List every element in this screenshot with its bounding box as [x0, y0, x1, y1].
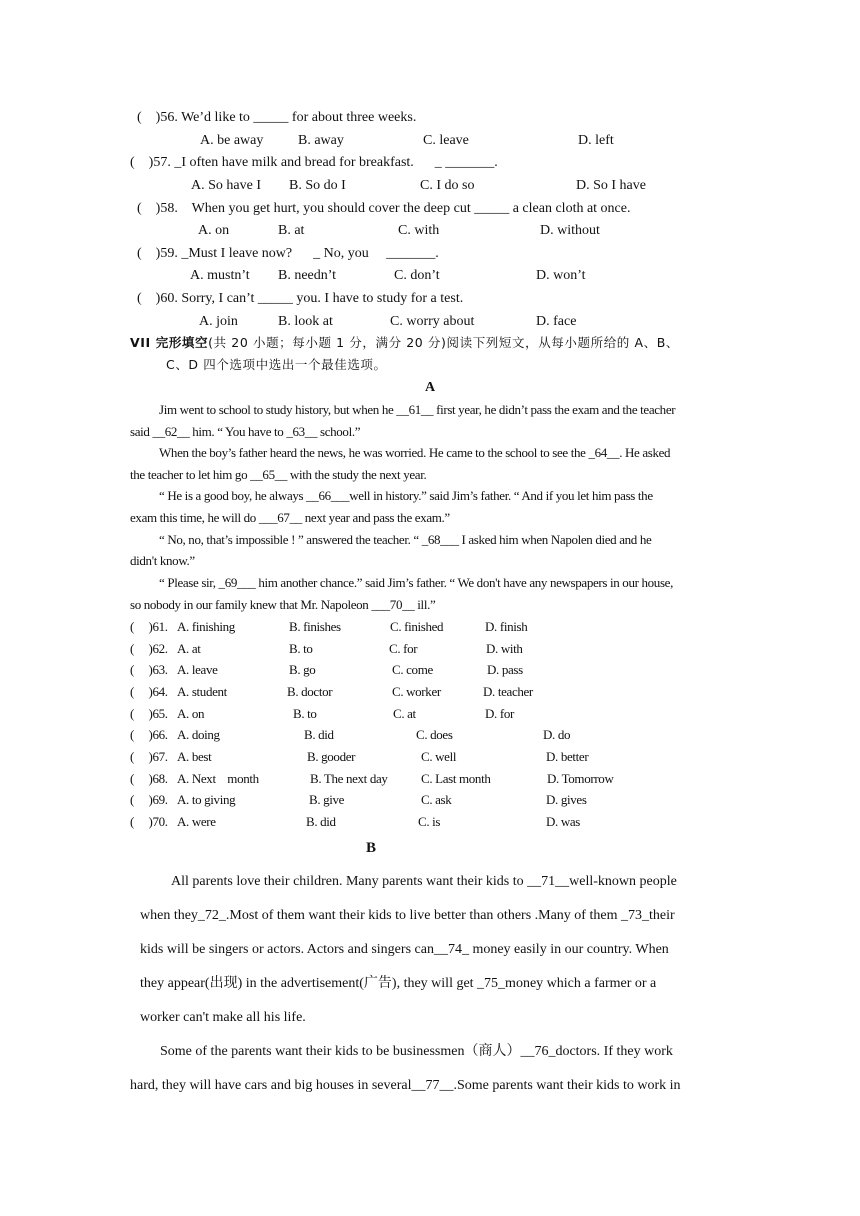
option-c: C. does	[416, 727, 453, 742]
question-stem: ( )60. Sorry, I can’t _____ you. I have to study for a test.	[137, 291, 464, 306]
option-d: D. left	[578, 133, 614, 148]
section-heading-line2: C、D 四个选项中选出一个最佳选项。	[166, 357, 387, 372]
option-c: C. don’t	[394, 268, 440, 283]
option-a: A. on	[198, 223, 230, 238]
option-d: D. without	[540, 223, 600, 238]
option-d: D. won’t	[536, 268, 586, 283]
option-a: A. be away	[200, 133, 264, 148]
option-b: B. go	[289, 662, 316, 677]
passage-line: so nobody in our family knew that Mr. Napoleon ___70__ ill.”	[130, 597, 436, 612]
option-a: A. So have I	[191, 178, 261, 193]
option-b: B. gooder	[307, 749, 356, 764]
question-number: ( )68.	[130, 771, 168, 786]
option-d: D. gives	[546, 792, 587, 807]
option-c: C. Last month	[421, 771, 491, 786]
option-d: D. was	[546, 814, 581, 829]
option-a: A. at	[177, 641, 201, 656]
option-b: B. to	[293, 706, 317, 721]
section-heading	[130, 334, 679, 353]
option-d: D. with	[486, 641, 523, 656]
passage-line: Jim went to school to study history, but when he __61__ first year, he didn’t pass the exam and the teacher	[159, 402, 676, 417]
passage-line: when they_72_.Most of them want their kids to live better than others .Many of them _73_their	[140, 908, 675, 923]
option-b: B. give	[309, 792, 345, 807]
option-b: B. did	[304, 727, 334, 742]
option-a: A. finishing	[177, 619, 235, 634]
option-b: B. needn’t	[278, 268, 337, 283]
option-b: B. finishes	[289, 619, 341, 634]
section-heading-bold: VII 完形填空	[130, 335, 209, 350]
question-number: ( )61.	[130, 619, 168, 634]
passage-b-title: B	[366, 840, 377, 856]
passage-line: When the boy’s father heard the news, he was worried. He came to the school to see the _64__. He asked	[159, 445, 671, 460]
option-b: B. away	[298, 133, 344, 148]
option-b: B. The next day	[310, 771, 388, 786]
passage-line: hard, they will have cars and big houses in several__77__.Some parents want their kids to work in	[130, 1078, 681, 1093]
passage-line: kids will be singers or actors. Actors and singers can__74_ money easily in our country. When	[140, 942, 669, 957]
question-number: ( )66.	[130, 727, 168, 742]
option-b: B. at	[278, 223, 305, 238]
option-c: C. finished	[390, 619, 444, 634]
option-c: C. ask	[421, 792, 452, 807]
passage-line: All parents love their children. Many parents want their kids to __71__well-known people	[171, 874, 677, 889]
option-a: A. were	[177, 814, 216, 829]
option-a: A. doing	[177, 727, 220, 742]
section-heading-text: (共 20 小题；每小题 1 分，满分 20 分)阅读下列短文，从每小题所给的 A、B、	[208, 335, 679, 350]
option-a: A. Next month	[177, 771, 259, 786]
option-a: A. on	[177, 706, 205, 721]
question-stem: ( )57. _I often have milk and bread for breakfast. _ _______.	[130, 155, 498, 170]
question-number: ( )67.	[130, 749, 168, 764]
option-a: A. leave	[177, 662, 218, 677]
option-c: C. with	[398, 223, 440, 238]
option-c: C. worry about	[390, 314, 475, 329]
passage-line: said __62__ him. “ You have to _63__ school.”	[130, 424, 361, 439]
passage-a-title: A	[424, 380, 436, 395]
passage-line: the teacher to let him go __65__ with the study the next year.	[130, 467, 427, 482]
option-c: C. is	[418, 814, 441, 829]
option-d: D. better	[546, 749, 589, 764]
option-a: A. student	[177, 684, 227, 699]
option-d: D. finish	[485, 619, 528, 634]
option-c: C. worker	[392, 684, 441, 699]
option-a: A. mustn’t	[190, 268, 250, 283]
option-b: B. to	[289, 641, 313, 656]
question-stem: ( )58. When you get hurt, you should cover the deep cut _____ a clean cloth at once.	[137, 201, 631, 216]
option-d: D. face	[536, 314, 577, 329]
option-c: C. leave	[423, 133, 469, 148]
passage-line: they appear(出现) in the advertisement(广告), they will get _75_money which a farmer or a	[140, 976, 657, 991]
question-number: ( )64.	[130, 684, 168, 699]
passage-line: “ Please sir, _69___ him another chance.” said Jim’s father. “ We don't have any newspapers in our house,	[159, 575, 673, 590]
passage-line: worker can't make all his life.	[140, 1010, 306, 1025]
passage-line: “ He is a good boy, he always __66___well in history.” said Jim’s father. “ And if you let him pass the	[159, 488, 653, 503]
option-c: C. for	[389, 641, 418, 656]
option-d: D. for	[485, 706, 514, 721]
option-a: A. best	[177, 749, 212, 764]
option-c: C. I do so	[420, 178, 475, 193]
question-number: ( )62.	[130, 641, 168, 656]
question-number: ( )70.	[130, 814, 168, 829]
option-d: D. Tomorrow	[547, 771, 614, 786]
option-b: B. look at	[278, 314, 333, 329]
option-b: B. So do I	[289, 178, 346, 193]
option-b: B. did	[306, 814, 336, 829]
question-number: ( )63.	[130, 662, 168, 677]
passage-line: Some of the parents want their kids to be businessmen（商人）__76_doctors. If they work	[160, 1044, 673, 1059]
passage-line: didn't know.”	[130, 553, 195, 568]
question-number: ( )69.	[130, 792, 168, 807]
question-number: ( )65.	[130, 706, 168, 721]
question-stem: ( )56. We’d like to _____ for about three weeks.	[137, 110, 417, 125]
option-c: C. come	[392, 662, 433, 677]
option-c: C. well	[421, 749, 457, 764]
passage-line: exam this time, he will do ___67__ next year and pass the exam.”	[130, 510, 450, 525]
option-d: D. do	[543, 727, 571, 742]
question-stem: ( )59. _Must I leave now? _ No, you _______.	[137, 246, 439, 261]
passage-line: “ No, no, that’s impossible ! ” answered the teacher. “ _68___ I asked him when Napolen died and he	[159, 532, 652, 547]
option-c: C. at	[393, 706, 416, 721]
option-b: B. doctor	[287, 684, 333, 699]
option-d: D. So I have	[576, 178, 646, 193]
option-a: A. to giving	[177, 792, 236, 807]
option-d: D. pass	[487, 662, 523, 677]
option-d: D. teacher	[483, 684, 533, 699]
option-a: A. join	[199, 314, 238, 329]
